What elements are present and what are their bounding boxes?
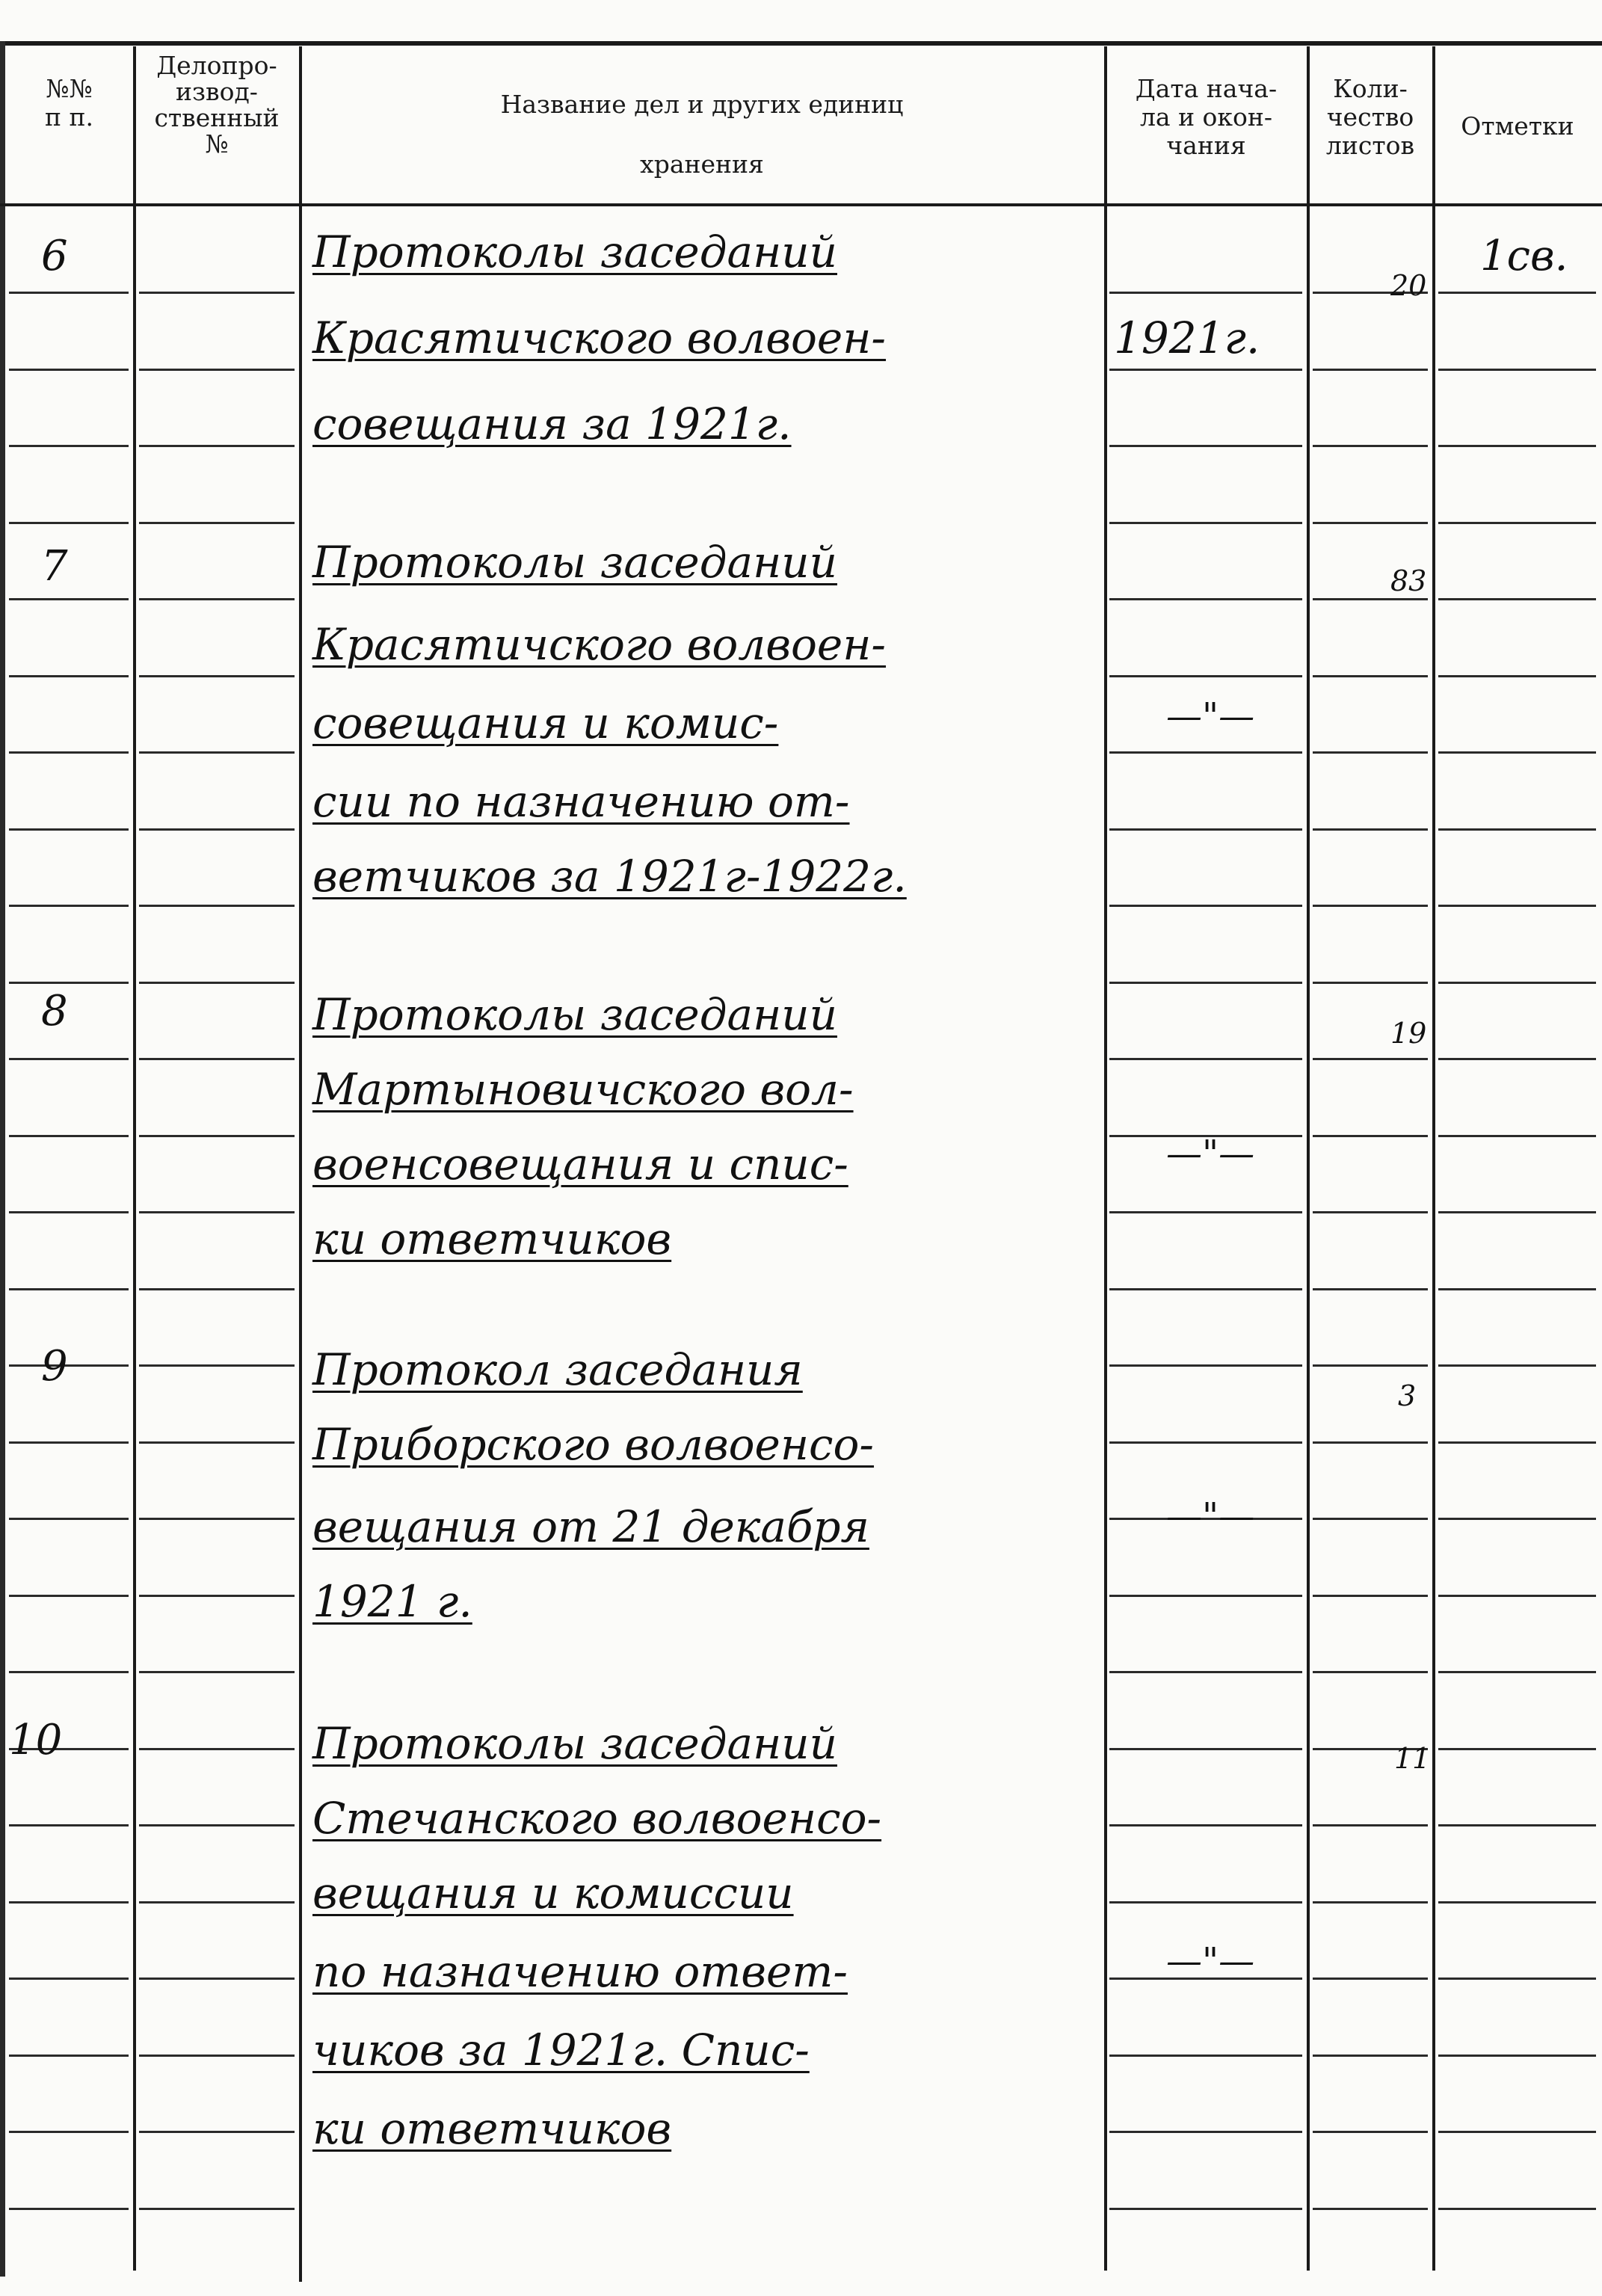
ruled-line — [1313, 1288, 1428, 1290]
entry-title-line: вещания и комиссии — [312, 1868, 794, 1918]
ruled-line — [139, 1441, 295, 1444]
ruled-line — [139, 1824, 295, 1826]
ruled-line — [139, 1211, 295, 1213]
ruled-line — [1438, 982, 1596, 984]
ruled-line — [1313, 751, 1428, 754]
ruled-line — [139, 1288, 295, 1290]
ruled-line — [9, 1671, 129, 1673]
entry-title-line: военсовещания и спис- — [312, 1139, 848, 1189]
ruled-line — [9, 1978, 129, 1980]
ruled-line — [139, 1058, 295, 1060]
ruled-line — [1438, 2055, 1596, 2057]
ruled-line — [1438, 1058, 1596, 1060]
entry-title-line: сии по назначению от- — [312, 776, 850, 827]
table-left-border — [0, 41, 5, 2277]
ruled-line — [9, 522, 129, 524]
entry-sheet-count: 83 — [1390, 564, 1427, 597]
ruled-line — [139, 1978, 295, 1980]
ruled-line — [9, 1595, 129, 1597]
ruled-line — [1109, 1824, 1302, 1826]
ruled-line — [1438, 905, 1596, 907]
ruled-line — [9, 1288, 129, 1290]
ruled-line — [139, 598, 295, 600]
ruled-line — [1109, 2208, 1302, 2210]
ruled-line — [1109, 1671, 1302, 1673]
ruled-line — [1313, 1211, 1428, 1213]
ruled-line — [1109, 982, 1302, 984]
ruled-line — [1109, 1441, 1302, 1444]
ruled-line — [1438, 675, 1596, 677]
table-top-border — [0, 41, 1602, 46]
ruled-line — [1313, 828, 1428, 831]
ruled-line — [139, 1518, 295, 1520]
ruled-line — [1438, 751, 1596, 754]
ruled-line — [1109, 522, 1302, 524]
ruled-line — [9, 751, 129, 754]
ruled-line — [1438, 828, 1596, 831]
entry-number: 6 — [41, 232, 68, 280]
ruled-line — [1313, 1978, 1428, 1980]
ruled-line — [139, 2131, 295, 2133]
ruled-line — [9, 1518, 129, 1520]
ruled-line — [139, 828, 295, 831]
entry-sheet-count: 3 — [1398, 1379, 1417, 1412]
ruled-line — [9, 598, 129, 600]
column-divider — [1432, 46, 1435, 2271]
ruled-line — [1109, 1288, 1302, 1290]
ruled-line — [9, 1058, 129, 1060]
ruled-line — [1438, 445, 1596, 447]
entry-title-line: Приборского волвоенсо- — [312, 1419, 875, 1470]
entry-title-line: Протоколы заседаний — [312, 989, 837, 1040]
ruled-line — [9, 445, 129, 447]
ruled-line — [1313, 675, 1428, 677]
ruled-line — [1109, 2131, 1302, 2133]
header-office-number: Делопро- извод- ственный № — [154, 51, 280, 158]
header-title: Название дел и других единиц хранения — [500, 90, 904, 179]
ruled-line — [1109, 1748, 1302, 1750]
ruled-line — [1109, 445, 1302, 447]
entry-sheet-count: 19 — [1390, 1017, 1427, 1050]
ruled-line — [1109, 1058, 1302, 1060]
ruled-line — [139, 982, 295, 984]
entry-title-line: ветчиков за 1921г-1922г. — [312, 851, 907, 902]
entry-title-line: чиков за 1921г. Спис- — [312, 2025, 810, 2075]
ruled-line — [9, 2055, 129, 2057]
ruled-line — [1438, 1364, 1596, 1367]
ruled-line — [1109, 675, 1302, 677]
ruled-line — [1109, 1595, 1302, 1597]
ruled-line — [139, 1595, 295, 1597]
header-bottom-border — [0, 203, 1602, 206]
ruled-line — [1438, 2131, 1596, 2133]
entry-title-line: Стечанского волвоенсо- — [312, 1793, 882, 1844]
entry-number: 10 — [9, 1716, 63, 1764]
entry-title-line: совещания и комис- — [312, 698, 779, 748]
ruled-line — [139, 905, 295, 907]
ruled-line — [1109, 598, 1302, 600]
ruled-line — [139, 751, 295, 754]
ruled-line — [9, 675, 129, 677]
ruled-line — [139, 445, 295, 447]
entry-title-line: ки ответчиков — [312, 1213, 672, 1264]
ruled-line — [1438, 1824, 1596, 1826]
ruled-line — [139, 522, 295, 524]
ruled-line — [1438, 1135, 1596, 1137]
entry-number: 9 — [41, 1342, 68, 1391]
ruled-line — [1438, 1288, 1596, 1290]
column-divider — [1104, 46, 1107, 2271]
ruled-line — [1313, 369, 1428, 371]
ruled-line — [1313, 1595, 1428, 1597]
ruled-line — [9, 2131, 129, 2133]
ruled-line — [1109, 1901, 1302, 1903]
ruled-line — [1109, 2055, 1302, 2057]
ruled-line — [139, 2055, 295, 2057]
ruled-line — [1438, 1901, 1596, 1903]
ruled-line — [1109, 828, 1302, 831]
ruled-line — [1313, 1671, 1428, 1673]
ruled-line — [1438, 2208, 1596, 2210]
ruled-line — [9, 1364, 129, 1367]
entry-dates: —"— — [1166, 695, 1255, 737]
entry-title-line: Протокол заседания — [312, 1344, 803, 1395]
ruled-line — [9, 828, 129, 831]
entry-title-line: Протоколы заседаний — [312, 537, 837, 588]
ruled-line — [139, 2208, 295, 2210]
entry-number: 8 — [41, 987, 68, 1035]
entry-title-line: Красятичского волвоен- — [312, 619, 887, 670]
ruled-line — [139, 292, 295, 294]
ruled-line — [9, 1901, 129, 1903]
ruled-line — [1313, 2208, 1428, 2210]
ruled-line — [1438, 369, 1596, 371]
ruled-line — [1313, 905, 1428, 907]
column-divider — [133, 46, 136, 2271]
ruled-line — [1313, 598, 1428, 600]
ruled-line — [1109, 905, 1302, 907]
ruled-line — [1313, 1518, 1428, 1520]
entry-title-line: вещания от 21 декабря — [312, 1501, 869, 1552]
ruled-line — [9, 1211, 129, 1213]
ruled-line — [139, 1748, 295, 1750]
ruled-line — [9, 2208, 129, 2210]
entry-title-line: по назначению ответ- — [312, 1946, 848, 1997]
ruled-line — [1109, 1364, 1302, 1367]
ruled-line — [1313, 1058, 1428, 1060]
column-divider — [299, 46, 302, 2282]
ruled-line — [1313, 1364, 1428, 1367]
ruled-line — [9, 292, 129, 294]
entry-dates: —"— — [1166, 1495, 1255, 1537]
ruled-line — [1313, 522, 1428, 524]
column-divider — [1307, 46, 1310, 2271]
entry-sheet-count: 11 — [1394, 1742, 1431, 1775]
ruled-line — [1109, 292, 1302, 294]
ruled-line — [139, 1671, 295, 1673]
ruled-line — [1313, 1824, 1428, 1826]
ruled-line — [9, 1441, 129, 1444]
ruled-line — [1313, 2055, 1428, 2057]
header-sheet-count: Коли- чество листов — [1325, 74, 1415, 160]
ruled-line — [1313, 1901, 1428, 1903]
ruled-line — [139, 675, 295, 677]
header-dates: Дата нача- ла и окон- чания — [1135, 74, 1278, 160]
ruled-line — [9, 1135, 129, 1137]
ruled-line — [139, 1135, 295, 1137]
entry-title-line: Протоколы заседаний — [312, 227, 837, 277]
ruled-line — [1438, 1595, 1596, 1597]
ruled-line — [1109, 1211, 1302, 1213]
ruled-line — [9, 982, 129, 984]
ruled-line — [1313, 1441, 1428, 1444]
entry-dates: —"— — [1166, 1133, 1255, 1175]
ruled-line — [1438, 1518, 1596, 1520]
ruled-line — [1438, 522, 1596, 524]
ruled-line — [9, 905, 129, 907]
ruled-line — [1438, 1748, 1596, 1750]
entry-title-line: совещания за 1921г. — [312, 398, 792, 449]
entry-title-line: ки ответчиков — [312, 2103, 672, 2154]
ruled-line — [1313, 982, 1428, 984]
header-number: №№ п п. — [45, 74, 93, 132]
ruled-line — [1313, 445, 1428, 447]
entry-number: 7 — [41, 542, 68, 591]
entry-notes: 1св. — [1480, 232, 1568, 280]
ruled-line — [1438, 292, 1596, 294]
ruled-line — [1313, 2131, 1428, 2133]
entry-title-line: 1921 г. — [312, 1576, 472, 1627]
header-notes: Отметки — [1461, 111, 1574, 141]
entry-title-line: Красятичского волвоен- — [312, 313, 887, 363]
ruled-line — [1109, 369, 1302, 371]
ruled-line — [1438, 1671, 1596, 1673]
ruled-line — [1438, 598, 1596, 600]
ruled-line — [9, 1824, 129, 1826]
ruled-line — [1313, 1135, 1428, 1137]
ruled-line — [139, 1901, 295, 1903]
entry-sheet-count: 20 — [1390, 269, 1427, 302]
ruled-line — [1438, 1441, 1596, 1444]
ruled-line — [1438, 1978, 1596, 1980]
ruled-line — [139, 1364, 295, 1367]
entry-title-line: Протоколы заседаний — [312, 1718, 837, 1769]
ruled-line — [1438, 1211, 1596, 1213]
entry-dates: 1921г. — [1114, 313, 1260, 363]
ruled-line — [9, 369, 129, 371]
ruled-line — [1109, 751, 1302, 754]
entry-dates: —"— — [1166, 1940, 1255, 1982]
ruled-line — [139, 369, 295, 371]
entry-title-line: Мартыновичского вол- — [312, 1064, 854, 1115]
